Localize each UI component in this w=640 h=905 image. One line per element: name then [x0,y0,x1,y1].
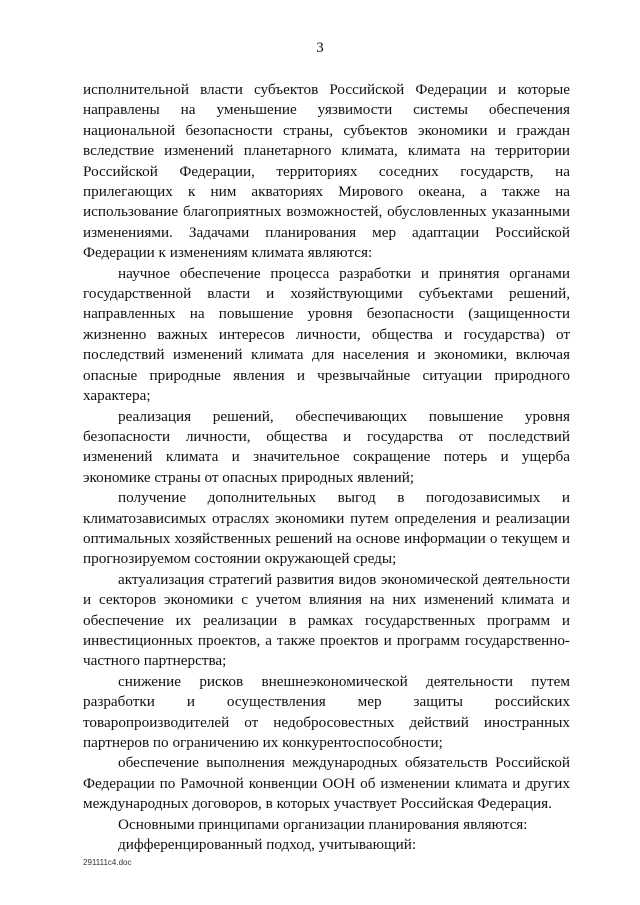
paragraph: исполнительной власти субъектов Российской Федерации и которые направлены на уменьшение уязвимости системы обеспечения национальной безопасности страны, субъектов экономики и граждан вследствие изменений планетарного климата, климата на территории Российской Федерации, территориях соседних государств, на прилегающих к ним акваториях Мирового океана, а также на использование благоприятных возможностей, обусловленных указанными изменениями. Задачами планирования мер адаптации Российской Федерации к изменениям климата являются: [83,81,570,262]
paragraph: актуализация стратегий развития видов экономической деятельности и секторов экономики с учетом влияния на них изменений климата и обеспечение их реализации в рамках государственных программ и инвестиционных проектов, а также проектов и программ государственно-частного партнерства; [83,570,570,670]
footer-file-name: 291111c4.doc [83,858,132,867]
paragraph: получение дополнительных выгод в погодозависимых и климатозависимых отраслях экономики путем определения и реализации оптимальных хозяйственных решений на основе информации о текущем и прогнозируемом состоянии окружающей среды; [83,489,570,568]
paragraph: научное обеспечение процесса разработки и принятия органами государственной власти и хозяйствующими субъектами решений, направленных на повышение уровня безопасности (защищенности жизненно важных интересов личности, общества и государства) от последствий изменений климата для населения и экономики, включая опасные природные явления и чрезвычайные ситуации природного характера; [83,264,570,405]
document-body [83,80,570,855]
paragraph: снижение рисков внешнеэкономической деятельности путем разработки и осуществления мер защиты российских товаропроизводителей от недобросовестных действий иностранных партнеров по ограничению их конкурентоспособности; [83,672,570,751]
paragraph: обеспечение выполнения международных обязательств Российской Федерации по Рамочной конвенции ООН об изменении климата и других международных договоров, в которых участвует Российская Федерация. [83,754,570,813]
paragraph: реализация решений, обеспечивающих повышение уровня безопасности личности, общества и государства от последствий изменений климата и значительное сокращение потерь и ущерба экономике страны от опасных природных явлений; [83,407,570,486]
page-number: 3 [316,40,324,56]
paragraph: дифференцированный подход, учитывающий: [118,836,417,854]
paragraph: Основными принципами организации планирования являются: [118,815,528,833]
